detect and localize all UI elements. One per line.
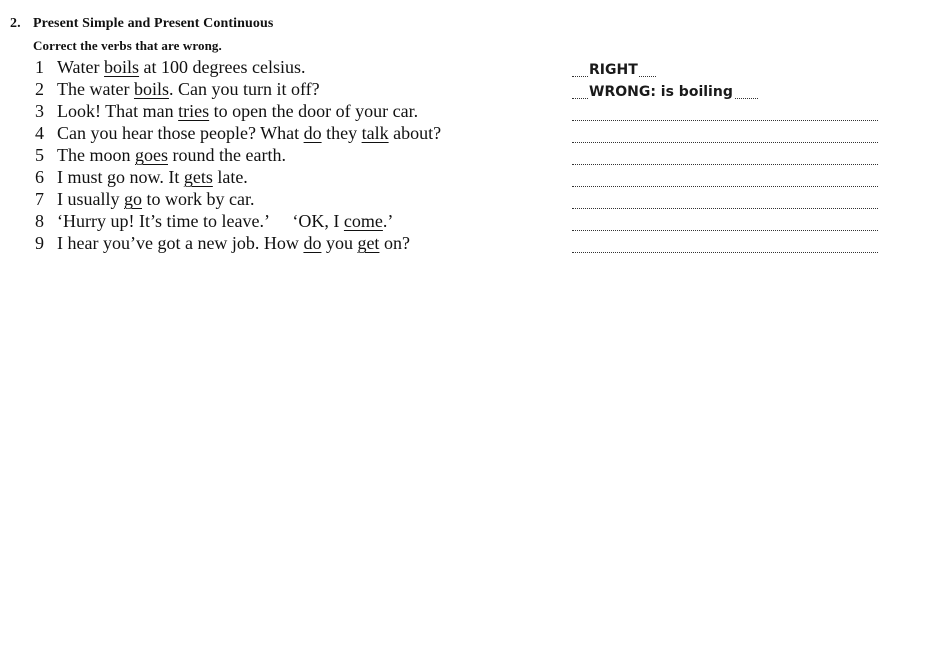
sentence-text: Water	[57, 57, 105, 77]
sentence-text: on?	[379, 233, 410, 253]
sentence-text: Can you hear those people? What	[57, 123, 304, 143]
underlined-verb: talk	[361, 123, 389, 143]
exercise-number: 2.	[10, 16, 21, 31]
sentence-text: late.	[212, 167, 248, 187]
item-sentence	[57, 210, 393, 232]
item-number: 5	[35, 145, 44, 165]
exercise-instruction: Correct the verbs that are wrong.	[33, 38, 222, 53]
answer-line[interactable]	[572, 234, 878, 253]
sentence-text: .’	[382, 211, 394, 231]
answer-line[interactable]	[572, 212, 878, 231]
item-number: 1	[35, 57, 44, 77]
item-sentence	[57, 188, 254, 210]
item-number: 3	[35, 101, 44, 121]
sentence-text: to work by car.	[142, 189, 255, 209]
underlined-verb: boils	[104, 57, 140, 77]
answer-line[interactable]	[572, 102, 878, 121]
sentence-text: they	[321, 123, 362, 143]
item-number: 9	[35, 233, 44, 253]
exercise-item	[0, 100, 930, 122]
item-number: 2	[35, 79, 44, 99]
answer-line[interactable]	[572, 190, 878, 209]
exercise-item	[0, 144, 930, 166]
item-number: 6	[35, 167, 44, 187]
item-sentence	[57, 166, 248, 188]
sentence-text: . Can you turn it off?	[168, 79, 320, 99]
exercise-item	[0, 232, 930, 254]
item-sentence	[57, 144, 286, 166]
sentence-text: to open the door of your car.	[209, 101, 419, 121]
exercise-title: Present Simple and Present Continuous	[33, 16, 274, 31]
underlined-verb: boils	[133, 79, 169, 99]
sentence-text: I usually	[57, 189, 124, 209]
sentence-text: at 100 degrees celsius.	[139, 57, 306, 77]
exercise-item	[0, 188, 930, 210]
sentence-text: round the earth.	[168, 145, 286, 165]
sentence-text: The water	[57, 79, 134, 99]
exercise-item	[0, 210, 930, 232]
exercise-item	[0, 56, 930, 78]
exercise-item	[0, 78, 930, 100]
answer-line[interactable]	[572, 168, 878, 187]
exercise-item	[0, 122, 930, 144]
answer-text: RIGHT	[589, 62, 638, 78]
sentence-text: The moon	[57, 145, 135, 165]
underlined-verb: get	[357, 233, 380, 253]
item-sentence	[57, 56, 306, 78]
underlined-verb: do	[303, 233, 322, 253]
underlined-verb: gets	[183, 167, 213, 187]
underlined-verb: come	[343, 211, 383, 231]
answer-line[interactable]	[572, 58, 656, 77]
item-sentence	[57, 100, 418, 122]
item-sentence	[57, 78, 320, 100]
answer-line[interactable]	[572, 146, 878, 165]
underlined-verb: do	[303, 123, 322, 143]
sentence-text: I must go now. It	[57, 167, 184, 187]
exercise-item	[0, 166, 930, 188]
underlined-verb: tries	[178, 101, 210, 121]
item-number: 8	[35, 211, 44, 231]
underlined-verb: goes	[135, 145, 168, 165]
sentence-text: ‘Hurry up! It’s time to leave.’ ‘OK, I	[57, 211, 344, 231]
item-number: 4	[35, 123, 44, 143]
sentence-text: you	[321, 233, 358, 253]
sentence-text: Look! That man	[57, 101, 179, 121]
item-sentence	[57, 232, 410, 254]
underlined-verb: go	[124, 189, 142, 209]
item-sentence	[57, 122, 441, 144]
item-number: 7	[35, 189, 44, 209]
answer-text: WRONG: is boiling	[589, 84, 733, 100]
sentence-text: I hear you’ve got a new job. How	[57, 233, 304, 253]
sentence-text: about?	[388, 123, 442, 143]
answer-line[interactable]	[572, 80, 758, 99]
answer-line[interactable]	[572, 124, 878, 143]
